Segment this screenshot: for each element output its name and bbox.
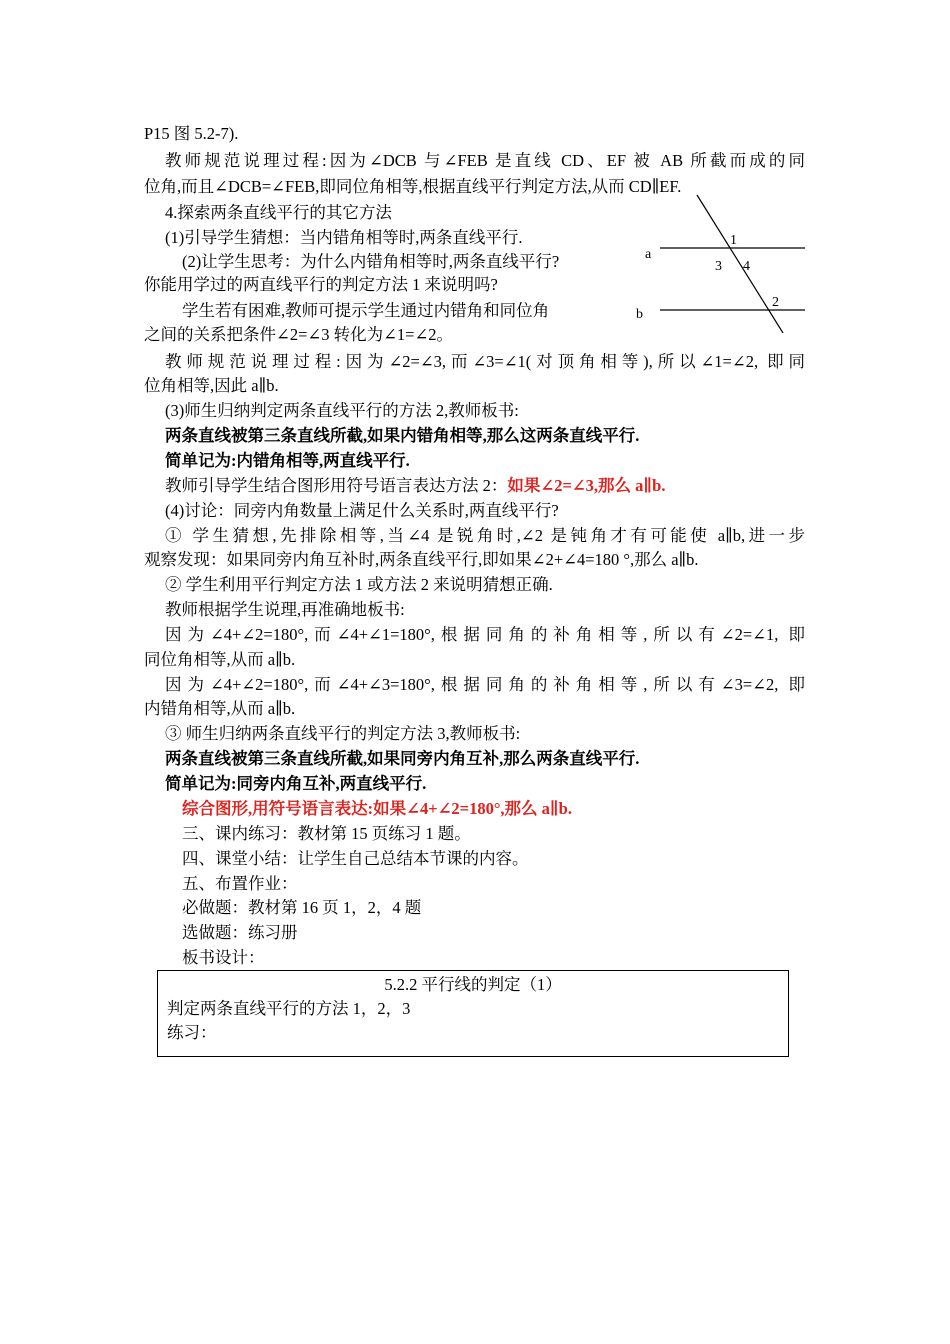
text-line: 教师根据学生说理,再准确地板书: xyxy=(165,600,405,619)
blackboard-design-box xyxy=(157,970,789,1057)
transversal-line xyxy=(697,195,783,333)
theorem-statement: 两条直线被第三条直线所截,如果内错角相等,那么这两条直线平行. xyxy=(165,426,640,445)
text-line: P15 图 5.2-7). xyxy=(144,124,239,143)
angle-4-label: 4 xyxy=(743,259,750,274)
text-line: (2)让学生思考：为什么内错角相等时,两条直线平行? xyxy=(182,252,560,271)
text-line: 教师规范说理过程:因为∠2=∠3,而∠3=∠1(对顶角相等),所以∠1=∠2, 即同 xyxy=(165,352,805,371)
text-line: 你能用学过的两直线平行的判定方法 1 来说明吗? xyxy=(144,275,498,294)
text-line: ② 学生利用平行判定方法 1 或方法 2 来说明猜想正确. xyxy=(165,575,553,594)
label-a: a xyxy=(645,247,652,262)
highlight-formula: 如果∠2=∠3,那么 a∥b. xyxy=(507,476,666,495)
text-line: 内错角相等,从而 a∥b. xyxy=(144,699,296,718)
parallel-lines-figure xyxy=(635,193,815,333)
text-line: 板书设计： xyxy=(182,948,265,967)
text-line: (1)引导学生猜想：当内错角相等时,两条直线平行. xyxy=(165,228,523,247)
angle-2-label: 2 xyxy=(772,295,779,310)
board-row: 练习： xyxy=(167,1023,217,1042)
text-line: 四、课堂小结：让学生自己总结本节课的内容。 xyxy=(182,849,529,868)
text-line: 选做题：练习册 xyxy=(182,923,298,942)
section-heading: 4.探索两条直线平行的其它方法 xyxy=(165,203,392,222)
text-line: 位角,而且∠DCB=∠FEB,即同位角相等,根据直线平行判定方法,从而 CD∥EF. xyxy=(144,177,682,196)
text-line: 观察发现：如果同旁内角互补时,两条直线平行,即如果∠2+∠4=180 °,那么 a∥b. xyxy=(144,550,699,569)
angle-3-label: 3 xyxy=(715,259,722,274)
angle-1-label: 1 xyxy=(730,233,737,248)
text-line: 三、课内练习：教材第 15 页练习 1 题。 xyxy=(182,824,471,843)
text-line: 因为∠4+∠2=180°,而∠4+∠3=180°,根据同角的补角相等,所以有∠3=∠2, 即 xyxy=(165,675,805,694)
text-line: 教师规范说理过程:因为∠DCB 与∠FEB 是直线 CD、EF 被 AB 所截而成的同 xyxy=(165,151,805,170)
text-line: ③ 师生归纳两条直线平行的判定方法 3,教师板书: xyxy=(165,724,521,743)
text-span: 教师引导学生结合图形用符号语言表达方法 2： xyxy=(165,476,508,495)
text-line: 同位角相等,从而 a∥b. xyxy=(144,650,296,669)
text-line: ① 学生猜想,先排除相等,当∠4 是锐角时,∠2 是钝角才有可能使 a∥b,进一步 xyxy=(165,526,805,545)
theorem-summary: 简单记为:内错角相等,两直线平行. xyxy=(165,451,410,470)
text-line: 五、布置作业： xyxy=(182,874,298,893)
text-line: (3)师生归纳判定两条直线平行的方法 2,教师板书: xyxy=(165,401,519,420)
text-line: 位角相等,因此 a∥b. xyxy=(144,376,279,395)
board-row: 判定两条直线平行的方法 1，2，3 xyxy=(167,999,411,1018)
text-line: 学生若有困难,教师可提示学生通过内错角和同位角 xyxy=(182,301,550,320)
text-line: (4)讨论：同旁内角数量上满足什么关系时,两直线平行? xyxy=(165,501,559,520)
text-line: 因为∠4+∠2=180°,而∠4+∠1=180°,根据同角的补角相等,所以有∠2=∠1, 即 xyxy=(165,625,805,644)
text-line xyxy=(165,475,665,497)
board-title: 5.2.2 平行线的判定（1） xyxy=(384,975,562,994)
label-b: b xyxy=(636,307,643,322)
highlight-formula: 综合图形,用符号语言表达:如果∠4+∠2=180°,那么 a∥b. xyxy=(182,799,572,818)
theorem-summary: 简单记为:同旁内角互补,两直线平行. xyxy=(165,774,427,793)
text-line: 必做题：教材第 16 页 1，2，4 题 xyxy=(182,898,422,917)
text-line: 之间的关系把条件∠2=∠3 转化为∠1=∠2。 xyxy=(144,325,454,344)
theorem-statement: 两条直线被第三条直线所截,如果同旁内角互补,那么两条直线平行. xyxy=(165,749,640,768)
